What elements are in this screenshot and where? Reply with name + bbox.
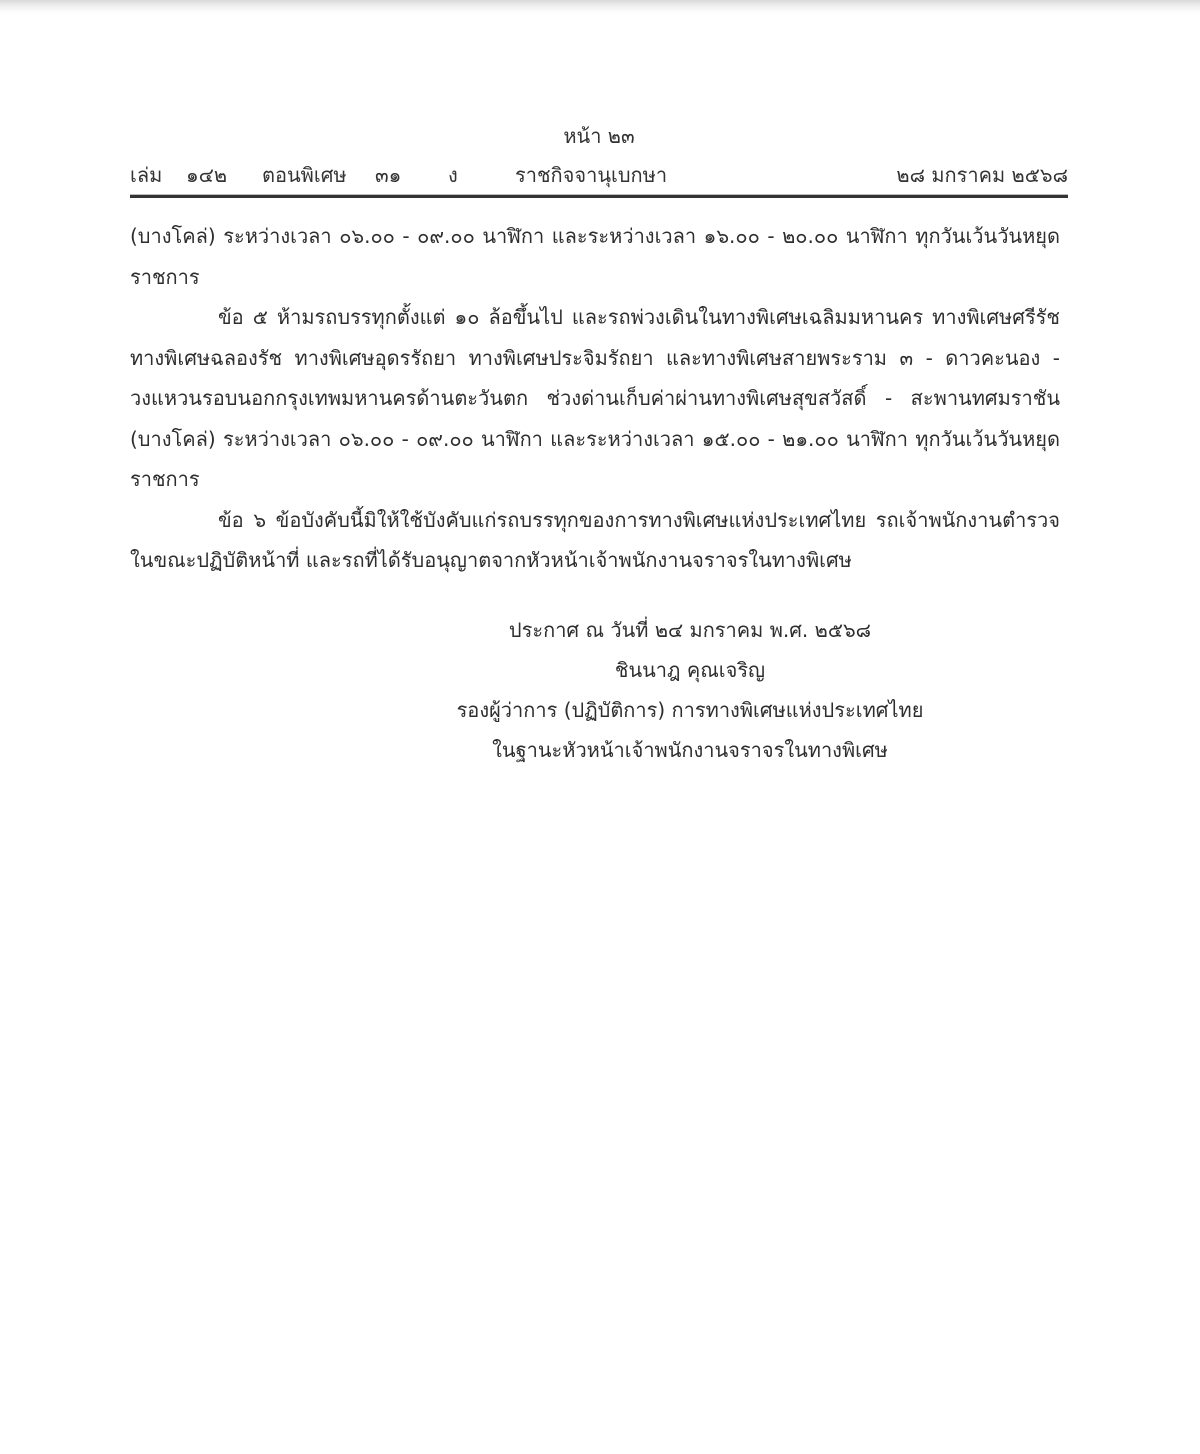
paragraph-clause-6: ข้อ ๖ ข้อบังคับนี้มิให้ใช้บังคับแก่รถบรรทุกของการทางพิเศษแห่งประเทศไทย รถเจ้าพนักงานตำรวจในขณะปฏิบัติหน้าที่ และรถที่ได้รับอนุญาตจากหัวหน้าเจ้าพนักงานจราจรในทางพิเศษ	[130, 507, 1060, 572]
paragraph-continuation: (บางโคล่) ระหว่างเวลา ๐๖.๐๐ - ๐๙.๐๐ นาฬิกา และระหว่างเวลา ๑๖.๐๐ - ๒๐.๐๐ นาฬิกา ทุกวันเว้นวันหยุดราชการ	[130, 224, 1060, 289]
top-edge-shadow	[0, 0, 1200, 14]
signatory-capacity: ในฐานะหัวหน้าเจ้าพนักงานจราจรในทางพิเศษ	[492, 738, 888, 762]
document-body	[130, 216, 1060, 581]
signature-block	[420, 610, 960, 770]
section-number: ๓๑	[375, 163, 402, 187]
announcement-date: ประกาศ ณ วันที่ ๒๔ มกราคม พ.ศ. ๒๕๖๘	[508, 618, 872, 642]
publication-date: ๒๘ มกราคม ๒๕๖๘	[896, 163, 1068, 187]
volume-number: ๑๔๒	[186, 163, 228, 187]
section-label: ตอนพิเศษ	[262, 163, 347, 187]
gazette-header	[130, 160, 1068, 190]
signatory-name: ชินนาฎ คุณเจริญ	[614, 658, 766, 682]
publication-name: ราชกิจจานุเบกษา	[515, 163, 668, 187]
page-number: หน้า ๒๓	[563, 124, 635, 148]
paragraph-clause-5: ข้อ ๕ ห้ามรถบรรทุกตั้งแต่ ๑๐ ล้อขึ้นไป และรถพ่วงเดินในทางพิเศษเฉลิมมหานคร ทางพิเศษศรีรัช ทางพิเศษฉลองรัช ทางพิเศษอุดรรัถยา ทางพิเศษประจิมรัถยา และทางพิเศษสายพระราม ๓ - ดาวคะนอง - วงแหวนรอบนอกกรุงเทพมหานครด้านตะวันตก ช่วงด่านเก็บค่าผ่านทางพิเศษสุขสวัสดิ์ - สะพานทศมราชัน (บางโคล่) ระหว่างเวลา ๐๖.๐๐ - ๐๙.๐๐ นาฬิกา และระหว่างเวลา ๑๕.๐๐ - ๒๑.๐๐ นาฬิกา ทุกวันเว้นวันหยุดราชการ	[130, 305, 1060, 491]
header-divider	[130, 194, 1068, 198]
signatory-position: รองผู้ว่าการ (ปฏิบัติการ) การทางพิเศษแห่งประเทศไทย	[456, 698, 924, 722]
section-category: ง	[448, 163, 458, 187]
volume-label: เล่ม	[130, 163, 163, 187]
